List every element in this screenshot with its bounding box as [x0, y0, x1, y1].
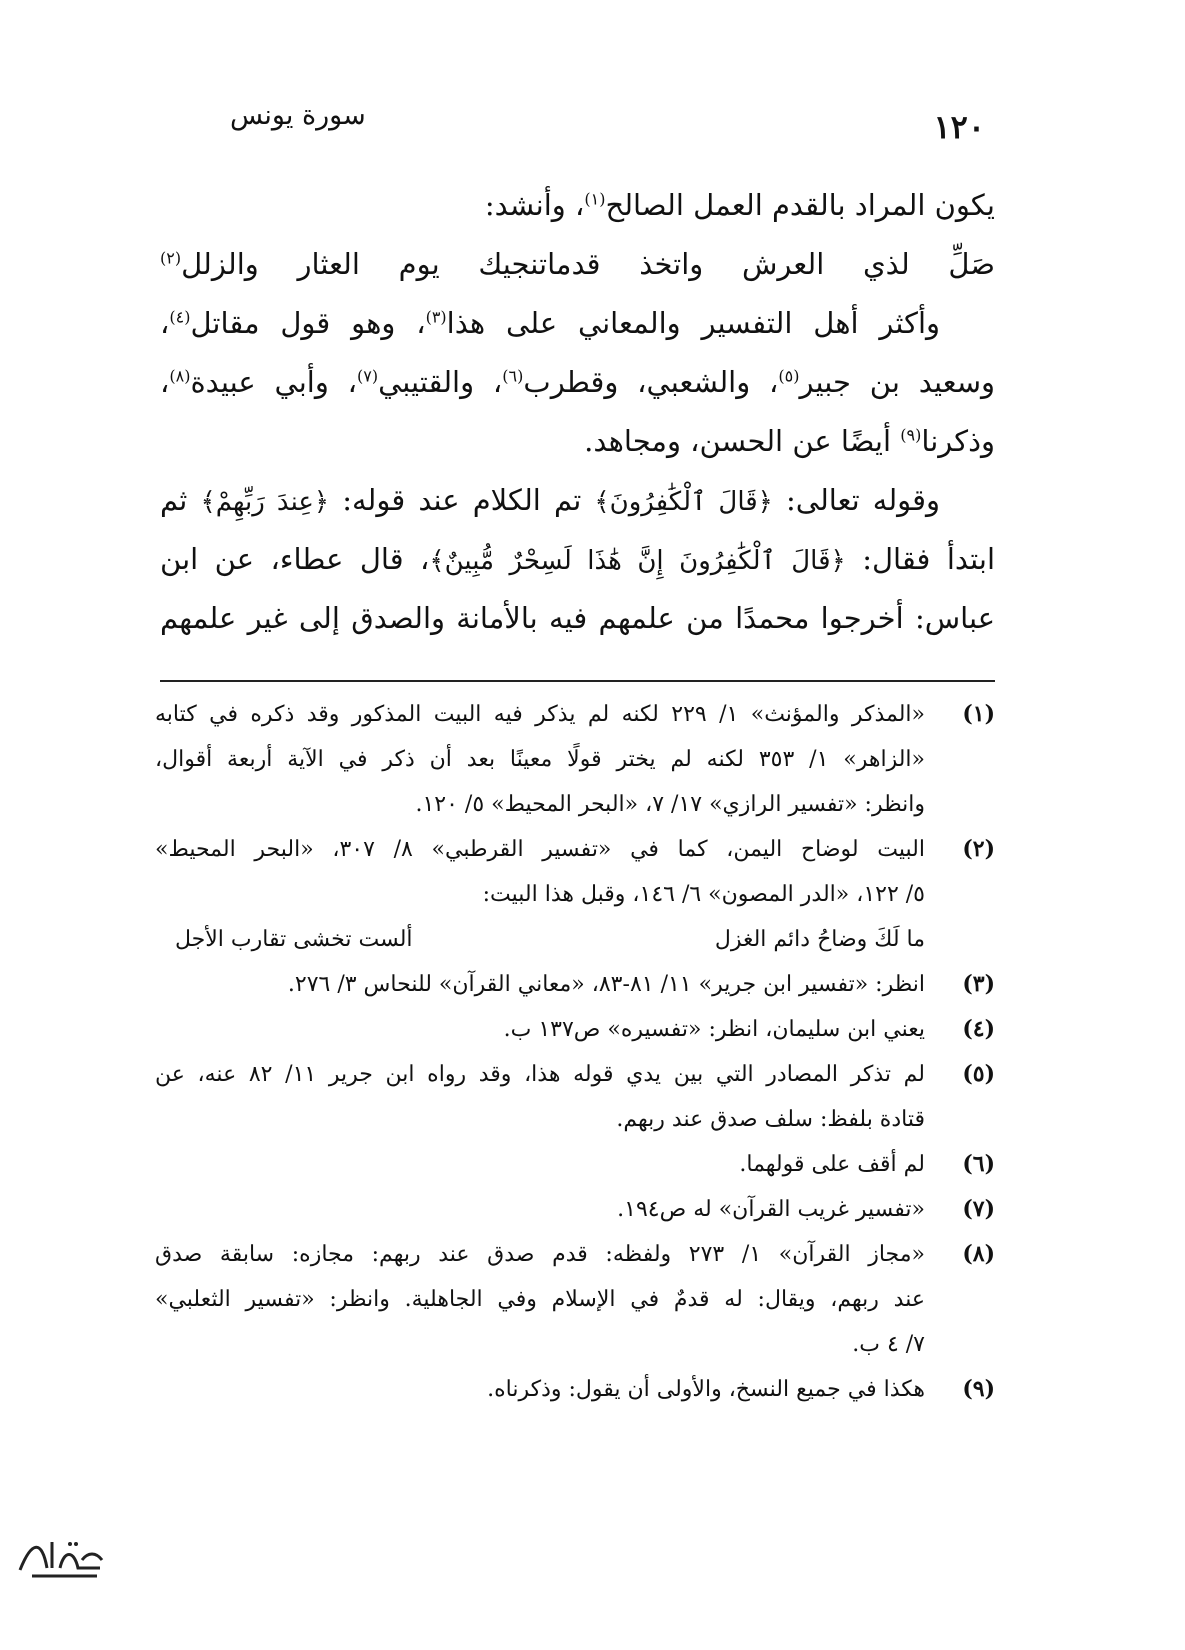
- footnote: (٣) انظر: «تفسير ابن جرير» ١١/ ٨١-٨٣، «معاني القرآن» للنحاس ٣/ ٢٧٦.: [155, 962, 995, 1007]
- footnote-number: (٢): [962, 836, 995, 862]
- verse-hemistich-right: صَلِّ لذي العرش واتخذ قدما: [547, 247, 995, 281]
- footnote-divider: [160, 680, 995, 682]
- footnote-ref[interactable]: (٣): [425, 307, 447, 327]
- text-line: وقوله تعالى: ﴿قَالَ ٱلْكَٰفِرُونَ﴾ تم الكلام عند قوله: ﴿عِندَ رَبِّهِمْ﴾ ثم: [160, 483, 941, 517]
- text-line: ابتدأ فقال: ﴿قَالَ ٱلْكَٰفِرُونَ إِنَّ هَٰذَا لَسِحْرٌ مُّبِينٌ﴾، قال عطاء، عن ابن: [160, 542, 996, 576]
- footnote-ref[interactable]: (٥): [778, 366, 800, 386]
- footnote-ref[interactable]: (٧): [357, 366, 379, 386]
- footnote-ref[interactable]: (٦): [502, 366, 524, 386]
- footnote: (٦) لم أقف على قولهما.: [155, 1142, 995, 1187]
- footnote-number: (٧): [962, 1196, 995, 1222]
- footnote: (٩) هكذا في جميع النسخ، والأولى أن يقول: وذكرناه.: [155, 1367, 995, 1412]
- footnote: (٥) لم تذكر المصادر التي بين يدي قوله هذا، وقد رواه ابن جرير ١١/ ٨٢ عنه، عن قتادة بلفظ: سلف صدق عند ربهم.: [155, 1052, 995, 1142]
- surah-title: سورة يونس: [230, 100, 366, 131]
- verse-hemistich-left: تنجيك يوم العثار والزلل: [181, 247, 548, 281]
- verse-line: [160, 235, 995, 294]
- page-number: ١٢٠: [933, 108, 985, 146]
- publisher-logo-icon: [12, 1530, 112, 1592]
- main-text: [160, 176, 995, 648]
- text-line: وذكرنا$^{(٩)}$ أيضًا عن الحسن، ومجاهد.: [584, 424, 995, 458]
- text-line: يكون المراد بالقدم العمل الصالح$^{(١)}$، وأنشد:: [484, 188, 995, 222]
- footnote-number: (٨): [962, 1241, 995, 1267]
- text-line: وأكثر أهل التفسير والمعاني على هذا$^{(٣)}$، وهو قول مقاتل$^{(٤)}$،: [160, 306, 941, 340]
- footnote-ref[interactable]: (٨): [169, 366, 191, 386]
- footnote-number: (١): [962, 701, 995, 727]
- footnote-ref[interactable]: (١): [584, 189, 606, 209]
- footnote: (٤) يعني ابن سليمان، انظر: «تفسيره» ص١٣٧ ب.: [155, 1007, 995, 1052]
- text-line: وسعيد بن جبير$^{(٥)}$، والشعبي، وقطرب$^{(٦)}$، والقتيبي$^{(٧)}$، وأبي عبيدة$^{(٨)}$،: [160, 365, 995, 399]
- quran-quote: ﴿قَالَ ٱلْكَٰفِرُونَ إِنَّ هَٰذَا لَسِحْرٌ مُّبِينٌ﴾: [429, 546, 846, 576]
- quran-quote: ﴿عِندَ رَبِّهِمْ﴾: [200, 487, 330, 517]
- footnote-number: (٦): [962, 1151, 995, 1177]
- footnote-number: (٣): [962, 971, 995, 997]
- footnote-ref[interactable]: (٤): [169, 307, 191, 327]
- quran-quote: ﴿قَالَ ٱلْكَٰفِرُونَ﴾: [594, 487, 773, 517]
- footnote: (٢) البيت لوضاح اليمن، كما في «تفسير القرطبي» ٨/ ٣٠٧، «البحر المحيط» ٥/ ١٢٢، «الدر المصون» ٦/ ١٤٦، وقبل هذا البيت: ما لَكَ وضاحُ دائم الغزل ألست تخشى تقارب الأجل: [155, 827, 995, 962]
- footnote: (١) «المذكر والمؤنث» ١/ ٢٢٩ لكنه لم يذكر فيه البيت المذكور وقد ذكره في كتابه «الزاهر» ١/ ٣٥٣ لكنه لم يختر قولًا معينًا بعد أن ذكر في الآية أربعة أقوال، وانظر: «تفسير الرازي» ١٧/ ٧، «البحر المحيط» ٥/ ١٢٠.: [155, 692, 995, 827]
- footnote-number: (٩): [962, 1376, 995, 1402]
- footnote-poem: ما لَكَ وضاحُ دائم الغزل ألست تخشى تقارب الأجل: [175, 927, 925, 952]
- footnote: (٨) «مجاز القرآن» ١/ ٢٧٣ ولفظه: قدم صدق عند ربهم: مجازه: سابقة صدق عند ربهم، ويقال: له قدمٌ في الإسلام وفي الجاهلية. وانظر: «تفسير الثعلبي» ٧/ ٤ ب.: [155, 1232, 995, 1367]
- footnote-ref[interactable]: (٢): [160, 248, 182, 268]
- footnote: (٧) «تفسير غريب القرآن» له ص١٩٤.: [155, 1187, 995, 1232]
- footnote-ref[interactable]: (٩): [900, 425, 922, 445]
- text-line: عباس: أخرجوا محمدًا من علمهم فيه بالأمانة والصدق إلى غير علمهم: [160, 601, 995, 635]
- footnote-number: (٤): [962, 1016, 995, 1042]
- footnotes: [155, 692, 995, 1412]
- footnote-number: (٥): [962, 1061, 995, 1087]
